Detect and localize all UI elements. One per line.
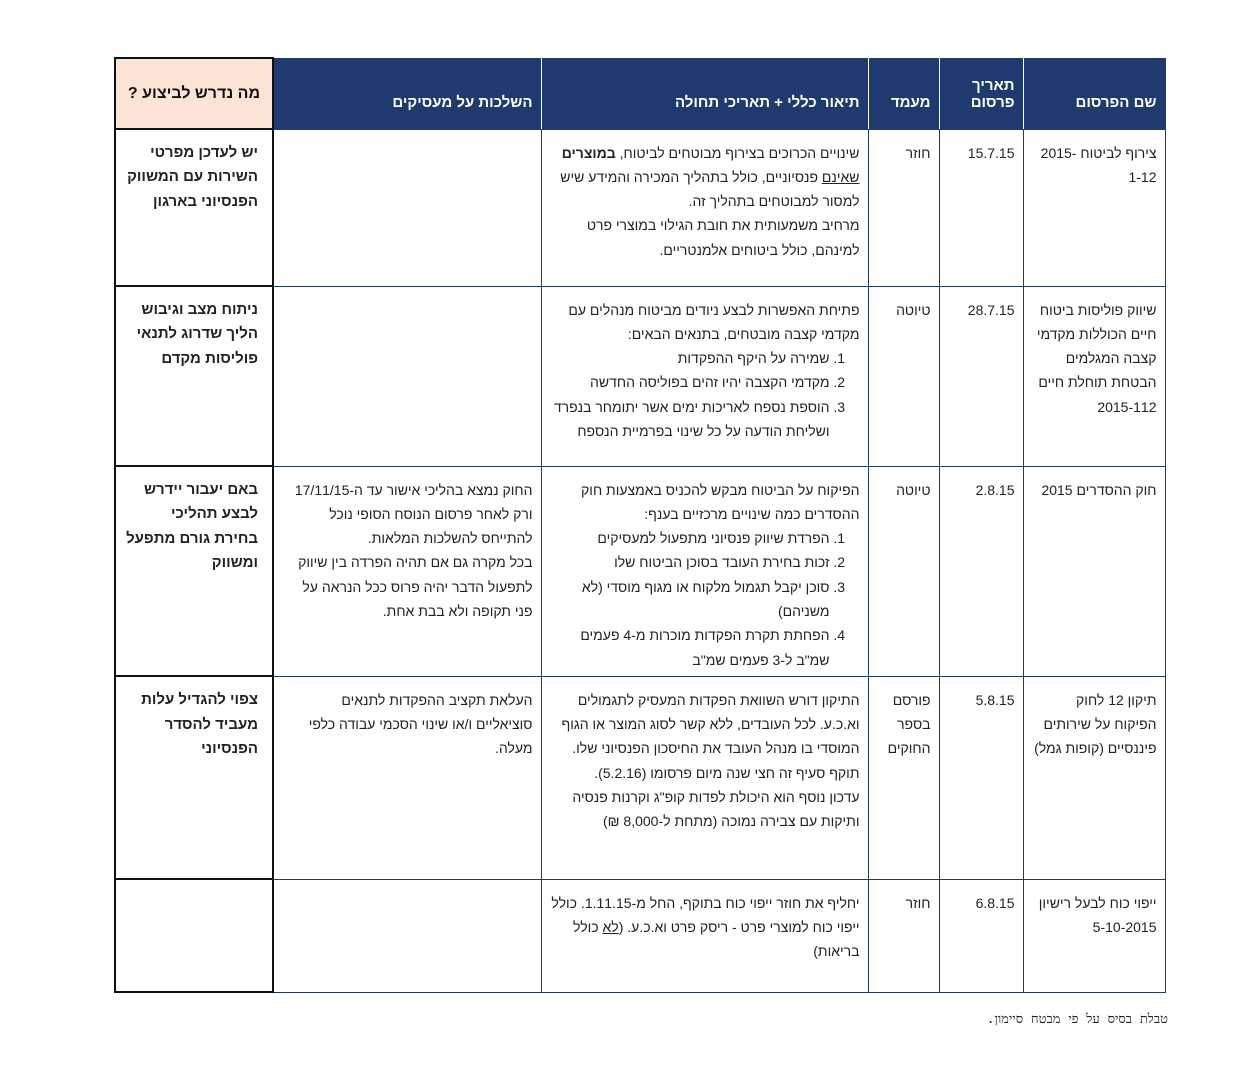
cell-description	[541, 676, 868, 879]
cell-status: פורסם בספר החוקים	[868, 676, 939, 879]
description-underlined-text: לא	[602, 919, 619, 936]
header-required: מה נדרש לביצוע ?	[115, 58, 273, 129]
description-intro: פתיחת האפשרות לבצע ניודים מביטוח מנהלים עם מקדמי קצבה מובטחים, בתנאים הבאים:	[568, 301, 860, 342]
table-row	[115, 129, 1165, 286]
description-text: יחליף את חוזר ייפוי כוח בתוקף, החל מ-1.11.15. כולל ייפוי כוח למוצרי פרט - ריסק פרט וא.כ.ע. (	[551, 894, 860, 936]
table-header-row	[115, 58, 1165, 129]
description-paragraph: עדכון נוסף הוא היכולת לפדות קופ"ג וקרנות פנסיה ותיקות עם צבירה נמוכה (מתחת ל-8,000 ₪)	[572, 789, 860, 830]
cell-name: צירוף לביטוח 2015-1-12	[1023, 129, 1165, 286]
description-list	[550, 346, 860, 443]
cell-date: 2.8.15	[939, 466, 1023, 676]
cell-implications	[273, 879, 541, 992]
cell-required: צפוי להגדיל עלות מעביד להסדר הפנסיוני	[115, 676, 273, 879]
description-paragraph	[550, 891, 860, 964]
cell-date: 28.7.15	[939, 286, 1023, 466]
list-item: 1. שמירה על היקף ההפקדות	[550, 346, 830, 370]
cell-implications: העלאת תקציב ההפקדות לתנאים סוציאליים ו/או שינוי הסכמי עבודה כלפי מעלה.	[273, 676, 541, 879]
description-text: כולל בריאות)	[572, 919, 860, 960]
description-paragraph	[550, 141, 860, 214]
cell-name: תיקון 12 לחוק הפיקוח על שירותים פיננסיים (קופות גמל)	[1023, 676, 1165, 879]
description-text: פנסיוניים, כולל בתהליך המכירה והמידע שיש למסור למבוטחים בתהליך זה.	[560, 168, 860, 210]
cell-required: באם יעבור יידרש לבצע תהליכי בחירת גורם מתפעל ומשווק	[115, 466, 273, 676]
header-implications: השלכות על מעסיקים	[273, 58, 541, 129]
cell-date: 6.8.15	[939, 879, 1023, 992]
table-footnote: טבלת בסיס על פי מבטח סיימון.	[986, 1012, 1168, 1027]
cell-implications	[273, 129, 541, 286]
header-description: תיאור כללי + תאריכי תחולה	[541, 58, 868, 129]
list-item: 3. הוספת נספח לאריכות ימים אשר יתומחר בנפרד ושליחת הודעה על כל שינוי בפרמיית הנספח	[550, 395, 830, 444]
description-paragraph: מרחיב משמעותית את חובת הגילוי במוצרי פרט למינהם, כולל ביטוחים אלמנטריים.	[586, 217, 860, 258]
table-row	[115, 466, 1165, 676]
publications-table-wrapper	[114, 57, 1164, 993]
description-underlined-text: שאינם	[821, 168, 860, 185]
cell-implications	[273, 466, 541, 676]
description-text: שינויים הכרוכים בצירוף מבוטחים לביטוח,	[619, 144, 860, 161]
cell-description	[541, 879, 868, 992]
cell-status: חוזר	[868, 879, 939, 992]
cell-description	[541, 286, 868, 466]
list-item: 3. סוכן יקבל תגמול מלקוח או מגוף מוסדי (לא משניהם)	[550, 575, 830, 624]
description-list	[550, 526, 860, 672]
header-date: תאריך פרסום	[939, 58, 1023, 129]
cell-status: טיוטה	[868, 286, 939, 466]
list-item: 2. מקדמי הקצבה יהיו זהים בפוליסה החדשה	[550, 370, 830, 394]
implications-paragraph: החוק נמצא בהליכי אישור עד ה-17/11/15 ורק לאחר פרסום הנוסח הסופי נוכל להתייחס להשלכות המלאות.	[294, 481, 533, 547]
cell-date: 5.8.15	[939, 676, 1023, 879]
header-name: שם הפרסום	[1023, 58, 1165, 129]
cell-description	[541, 129, 868, 286]
header-status: מעמד	[868, 58, 939, 129]
cell-status: חוזר	[868, 129, 939, 286]
list-item: 4. הפחתת תקרת הפקדות מוכרות מ-4 פעמים שמ"ב ל-3 פעמים שמ"ב	[550, 623, 830, 672]
cell-required: ניתוח מצב וגיבוש הליך שדרוג לתנאי פוליסות מקדם	[115, 286, 273, 466]
description-bold-text: במוצרים	[561, 144, 616, 161]
table-row	[115, 676, 1165, 879]
description-intro: הפיקוח על הביטוח מבקש להכניס באמצעות חוק ההסדרים כמה שינויים מרכזיים בענף:	[581, 481, 860, 522]
cell-implications	[273, 286, 541, 466]
cell-required	[115, 879, 273, 992]
implications-paragraph: בכל מקרה גם אם תהיה הפרדה בין שיווק לתפעול הדבר יהיה פרוס ככל הנראה על פני תקופה ולא בבת אחת.	[298, 554, 533, 619]
cell-name: שיווק פוליסות ביטוח חיים הכוללות מקדמי קצבה המגלמים הבטחת תוחלת חיים 2015-112	[1023, 286, 1165, 466]
table-row	[115, 879, 1165, 992]
list-item: 1. הפרדת שיווק פנסיוני מתפעול למעסיקים	[550, 526, 830, 550]
cell-name: חוק ההסדרים 2015	[1023, 466, 1165, 676]
cell-required: יש לעדכן מפרטי השירות עם המשווק הפנסיוני בארגון	[115, 129, 273, 286]
list-item: 2. זכות בחירת העובד בסוכן הביטוח שלו	[550, 550, 830, 574]
description-paragraph: התיקון דורש השוואת הפקדות המעסיק לתגמולים וא.כ.ע. לכל העובדים, ללא קשר לסוג המוצר או הגוף המוסדי בו מנהל העובד את החיסכון הפנסיוני שלו. תוקף סעיף זה חצי שנה מיום פרסומו (5.2.16).	[561, 691, 860, 781]
cell-name: ייפוי כוח לבעל רישיון 5-10-2015	[1023, 879, 1165, 992]
cell-date: 15.7.15	[939, 129, 1023, 286]
cell-status: טיוטה	[868, 466, 939, 676]
cell-description	[541, 466, 868, 676]
publications-table	[114, 57, 1166, 993]
table-row	[115, 286, 1165, 466]
